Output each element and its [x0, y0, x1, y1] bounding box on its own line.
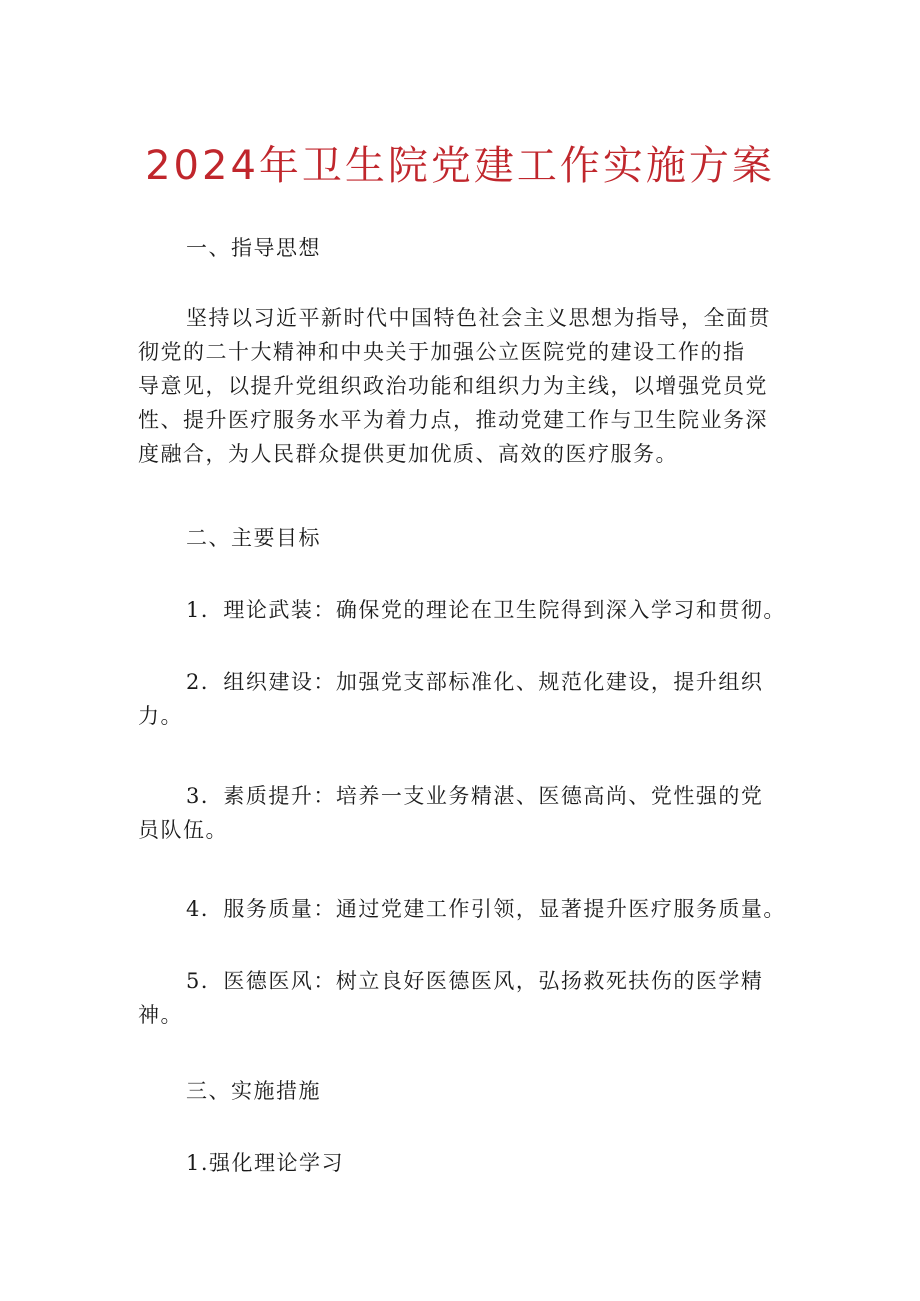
goal-line: 2．组织建设：加强党支部标准化、规范化建设，提升组织: [186, 670, 764, 694]
goal-line: 5．医德医风：树立良好医德医风，弘扬救死扶伤的医学精: [186, 969, 764, 993]
goal-item-2: [138, 665, 798, 733]
paragraph-line: 导意见，以提升党组织政治功能和组织力为主线，以增强党员党: [138, 374, 768, 398]
goal-item-4: [138, 892, 798, 926]
document-title: 2024年卫生院党建工作实施方案: [145, 143, 775, 189]
paragraph-line: 性、提升医疗服务水平为着力点，推动党建工作与卫生院业务深: [138, 408, 768, 432]
section-heading-guiding-ideology: 一、指导思想: [186, 236, 321, 260]
goal-item-5: [138, 964, 798, 1032]
measure-item-1: [138, 1146, 798, 1180]
goal-item-1: [138, 593, 798, 627]
paragraph-line: 坚持以习近平新时代中国特色社会主义思想为指导，全面贯: [186, 306, 771, 330]
section-heading-main-goals: 二、主要目标: [186, 526, 321, 550]
paragraph-line: 度融合，为人民群众提供更加优质、高效的医疗服务。: [138, 442, 678, 466]
goal-line: 4．服务质量：通过党建工作引领，显著提升医疗服务质量。: [186, 897, 786, 921]
section-heading-implementation: 三、实施措施: [186, 1079, 321, 1103]
goal-line: 3．素质提升：培养一支业务精湛、医德高尚、党性强的党: [186, 784, 764, 808]
goal-line: 神。: [138, 1003, 183, 1027]
goal-line: 员队伍。: [138, 818, 228, 842]
goal-item-3: [138, 779, 798, 847]
paragraph-guiding-ideology: [138, 301, 798, 471]
paragraph-line: 彻党的二十大精神和中央关于加强公立医院党的建设工作的指: [138, 340, 746, 364]
goal-line: 1．理论武装：确保党的理论在卫生院得到深入学习和贯彻。: [186, 598, 786, 622]
goal-line: 力。: [138, 704, 183, 728]
measure-line: 1.强化理论学习: [186, 1151, 345, 1175]
